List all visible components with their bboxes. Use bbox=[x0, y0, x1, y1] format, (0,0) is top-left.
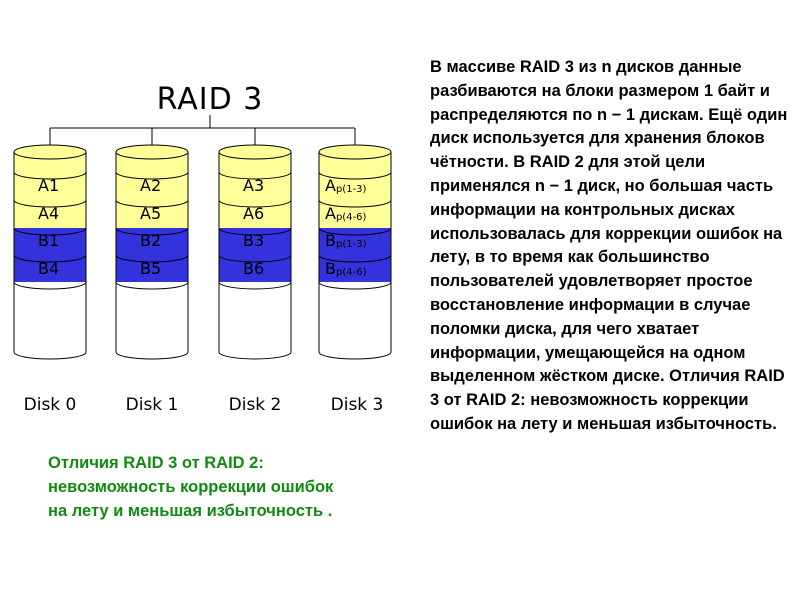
disk-1-block-label-2: A5 bbox=[140, 204, 162, 223]
disk-3-block-sub-4: p(4-6) bbox=[335, 267, 367, 278]
disk-0-body bbox=[14, 282, 86, 352]
disk-0-label: Disk 0 bbox=[23, 395, 77, 415]
disk-3-block-label-3: B bbox=[325, 231, 336, 250]
disk-3-block-sub-1: p(1-3) bbox=[335, 184, 367, 195]
disk-1-block-label-4: B5 bbox=[140, 259, 162, 278]
disk-0-block-label-3: B1 bbox=[38, 231, 60, 250]
raid-disks-svg bbox=[0, 0, 420, 430]
disk-1 bbox=[116, 145, 188, 359]
disk-3-parity bbox=[319, 145, 391, 359]
differences-note: Отличия RAID 3 от RAID 2: невозможность коррекции ошибок на лету и меньшая избыточность . bbox=[48, 454, 334, 520]
disk-1-label: Disk 1 bbox=[125, 395, 179, 415]
disk-2-block-label-4: B6 bbox=[243, 259, 265, 278]
disk-2-label: Disk 2 bbox=[228, 395, 282, 415]
raid3-description: В массиве RAID 3 из n дисков данные разбиваются на блоки размером 1 байт и распределяются по n − 1 дискам. Ещё один диск используется для хранения блоков чётности. В RAID 2 для этой цели применялся n − 1 диск, но большая часть информации на контрольных дисках использовалась для коррекции ошибок на лету, в то время как большинство пользователей удовлетворяет простое восстановление информации в случае поломки диска, для чего хватает информации, умещающейся на одном выделенном жёстком диске. Отличия RAID 3 от RAID 2: невозможность коррекции ошибок на лету и меньшая избыточность. bbox=[430, 58, 788, 433]
disk-3-block-sub-2: p(4-6) bbox=[335, 212, 367, 223]
disk-3-block-sub-3: p(1-3) bbox=[335, 239, 367, 250]
disk-3-body bbox=[319, 282, 391, 352]
disk-2-block-label-2: A6 bbox=[243, 204, 265, 223]
disk-0-block-label-2: A4 bbox=[38, 204, 60, 223]
disk-3-block-label-1: A bbox=[325, 176, 336, 195]
disk-3-label: Disk 3 bbox=[330, 395, 384, 415]
disk-2-block-label-1: A3 bbox=[243, 176, 265, 195]
raid3-diagram bbox=[0, 0, 420, 430]
disk-3-block-label-2: A bbox=[325, 204, 336, 223]
disk-1-block-label-1: A2 bbox=[140, 176, 162, 195]
disk-2-body bbox=[219, 282, 291, 352]
disk-3-block-label-4: B bbox=[325, 259, 336, 278]
disk-1-block-label-3: B2 bbox=[140, 231, 162, 250]
connector-lines bbox=[50, 115, 355, 145]
disk-0-block-label-4: B4 bbox=[38, 259, 60, 278]
disk-2 bbox=[219, 145, 291, 359]
disk-0 bbox=[14, 145, 86, 359]
disk-0-block-label-1: A1 bbox=[38, 176, 60, 195]
diagram-title: RAID 3 bbox=[156, 82, 264, 117]
disk-2-block-label-3: B3 bbox=[243, 231, 265, 250]
disk-1-body bbox=[116, 282, 188, 352]
